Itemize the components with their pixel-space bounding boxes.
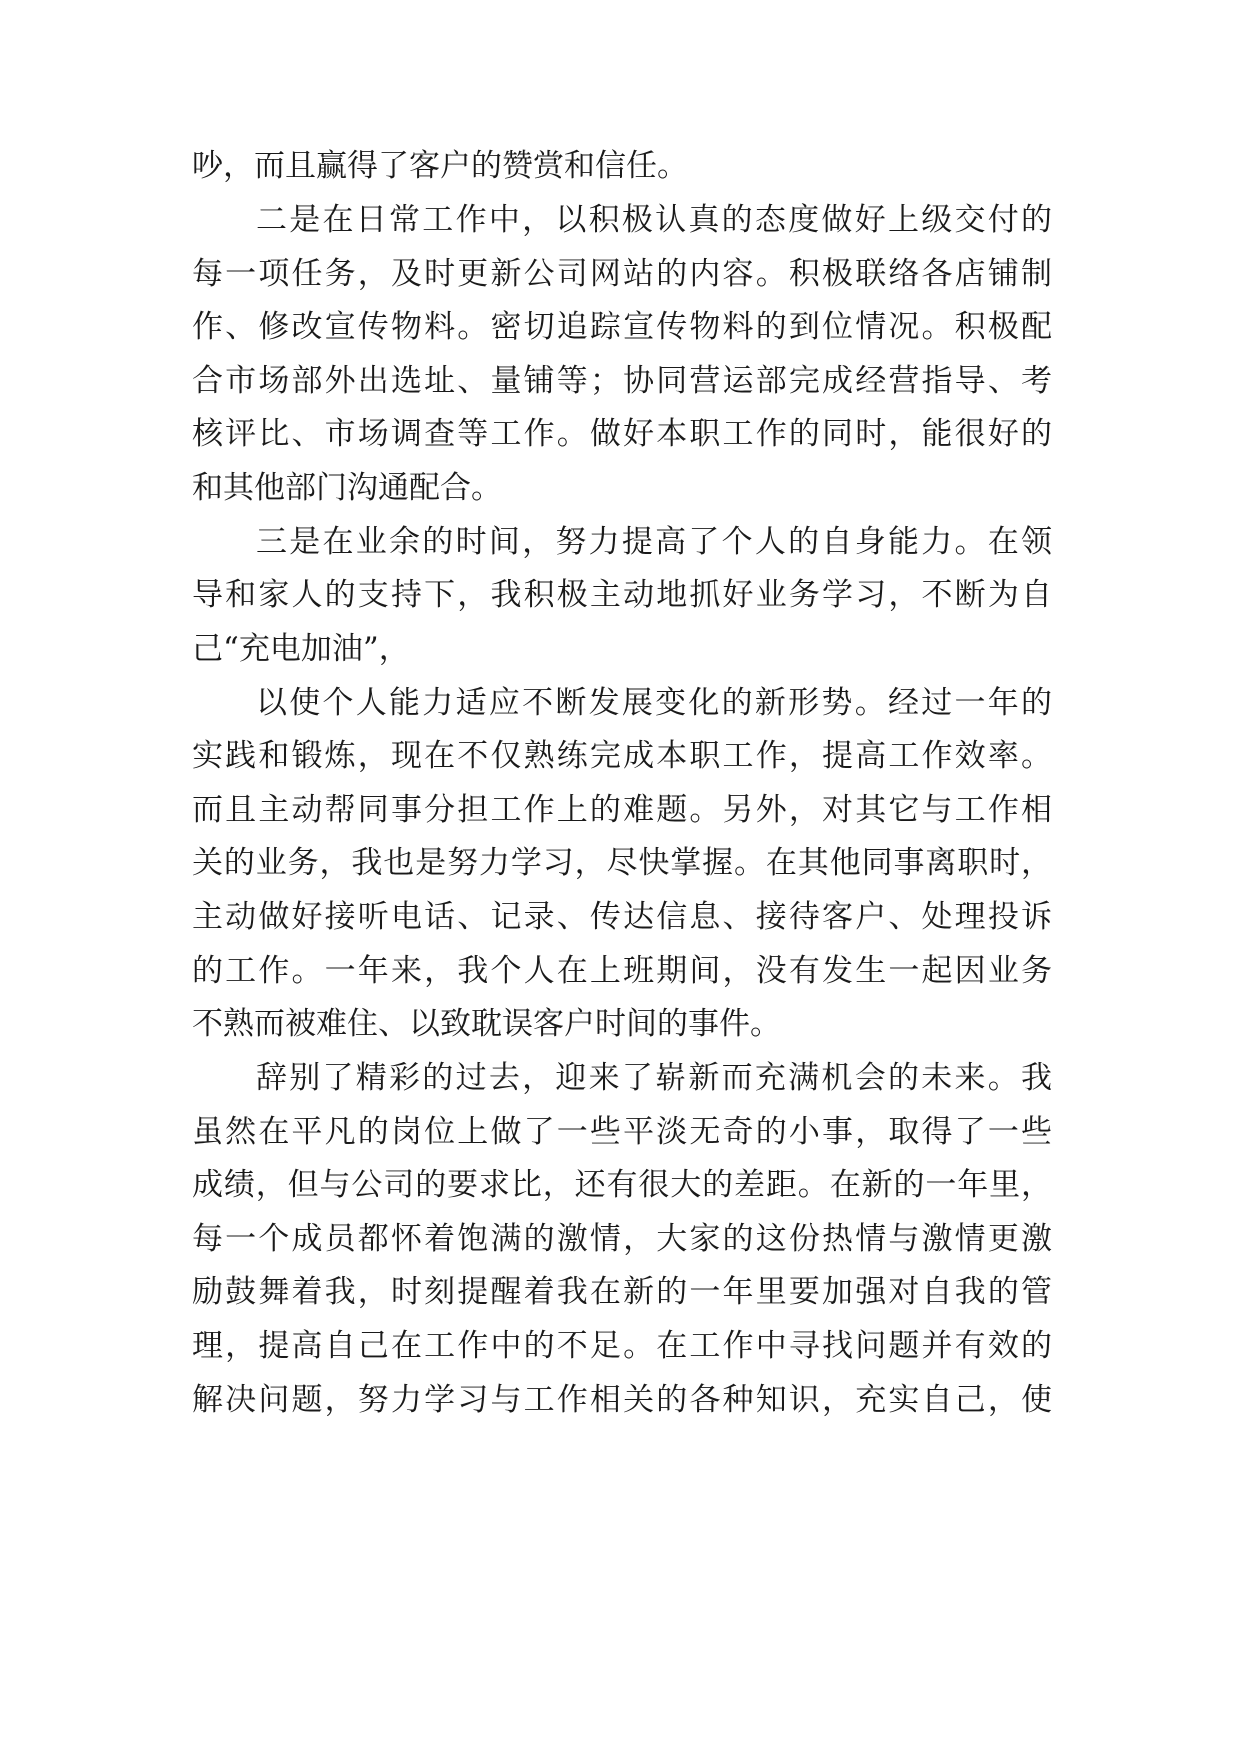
text-line: 而且主动帮同事分担工作上的难题。另外，对其它与工作相: [192, 792, 1052, 828]
text-line: 不熟而被难住、以致耽误客户时间的事件。: [192, 1006, 781, 1042]
text-line: 导和家人的支持下，我积极主动地抓好业务学习，不断为自: [192, 577, 1052, 613]
text-line: 的工作。一年来，我个人在上班期间，没有发生一起因业务: [192, 953, 1052, 989]
text-line: 实践和锻炼，现在不仅熟练完成本职工作，提高工作效率。: [192, 738, 1052, 774]
paragraph-start-line: 辞别了精彩的过去，迎来了崭新而充满机会的未来。我: [256, 1060, 1052, 1096]
text-line: 主动做好接听电话、记录、传达信息、接待客户、处理投诉: [192, 899, 1052, 935]
text-line: 合市场部外出选址、量铺等；协同营运部完成经营指导、考: [192, 363, 1052, 399]
paragraph-start-line: 三是在业余的时间，努力提高了个人的自身能力。在领: [256, 524, 1052, 560]
text-line: 核评比、市场调查等工作。做好本职工作的同时，能很好的: [192, 416, 1052, 452]
text-line: 己“充电加油”，: [192, 631, 410, 667]
text-line: 关的业务，我也是努力学习，尽快掌握。在其他同事离职时，: [192, 845, 1052, 881]
paragraph-start-line: 二是在日常工作中，以积极认真的态度做好上级交付的: [256, 202, 1052, 238]
text-line: 虽然在平凡的岗位上做了一些平淡无奇的小事，取得了一些: [192, 1114, 1052, 1150]
text-line: 成绩，但与公司的要求比，还有很大的差距。在新的一年里，: [192, 1167, 1052, 1203]
text-line: 作、修改宣传物料。密切追踪宣传物料的到位情况。积极配: [192, 309, 1052, 345]
text-line: 理，提高自己在工作中的不足。在工作中寻找问题并有效的: [192, 1328, 1052, 1364]
text-line: 和其他部门沟通配合。: [192, 470, 502, 506]
text-line: 励鼓舞着我，时刻提醒着我在新的一年里要加强对自我的管: [192, 1274, 1052, 1310]
text-line: 解决问题，努力学习与工作相关的各种知识，充实自己，使: [192, 1382, 1052, 1418]
text-line: 吵，而且赢得了客户的赞赏和信任。: [192, 148, 688, 184]
paragraph-start-line: 以使个人能力适应不断发展变化的新形势。经过一年的: [256, 685, 1052, 721]
text-line: 每一个成员都怀着饱满的激情，大家的这份热情与激情更激: [192, 1221, 1052, 1257]
text-line: 每一项任务，及时更新公司网站的内容。积极联络各店铺制: [192, 256, 1052, 292]
